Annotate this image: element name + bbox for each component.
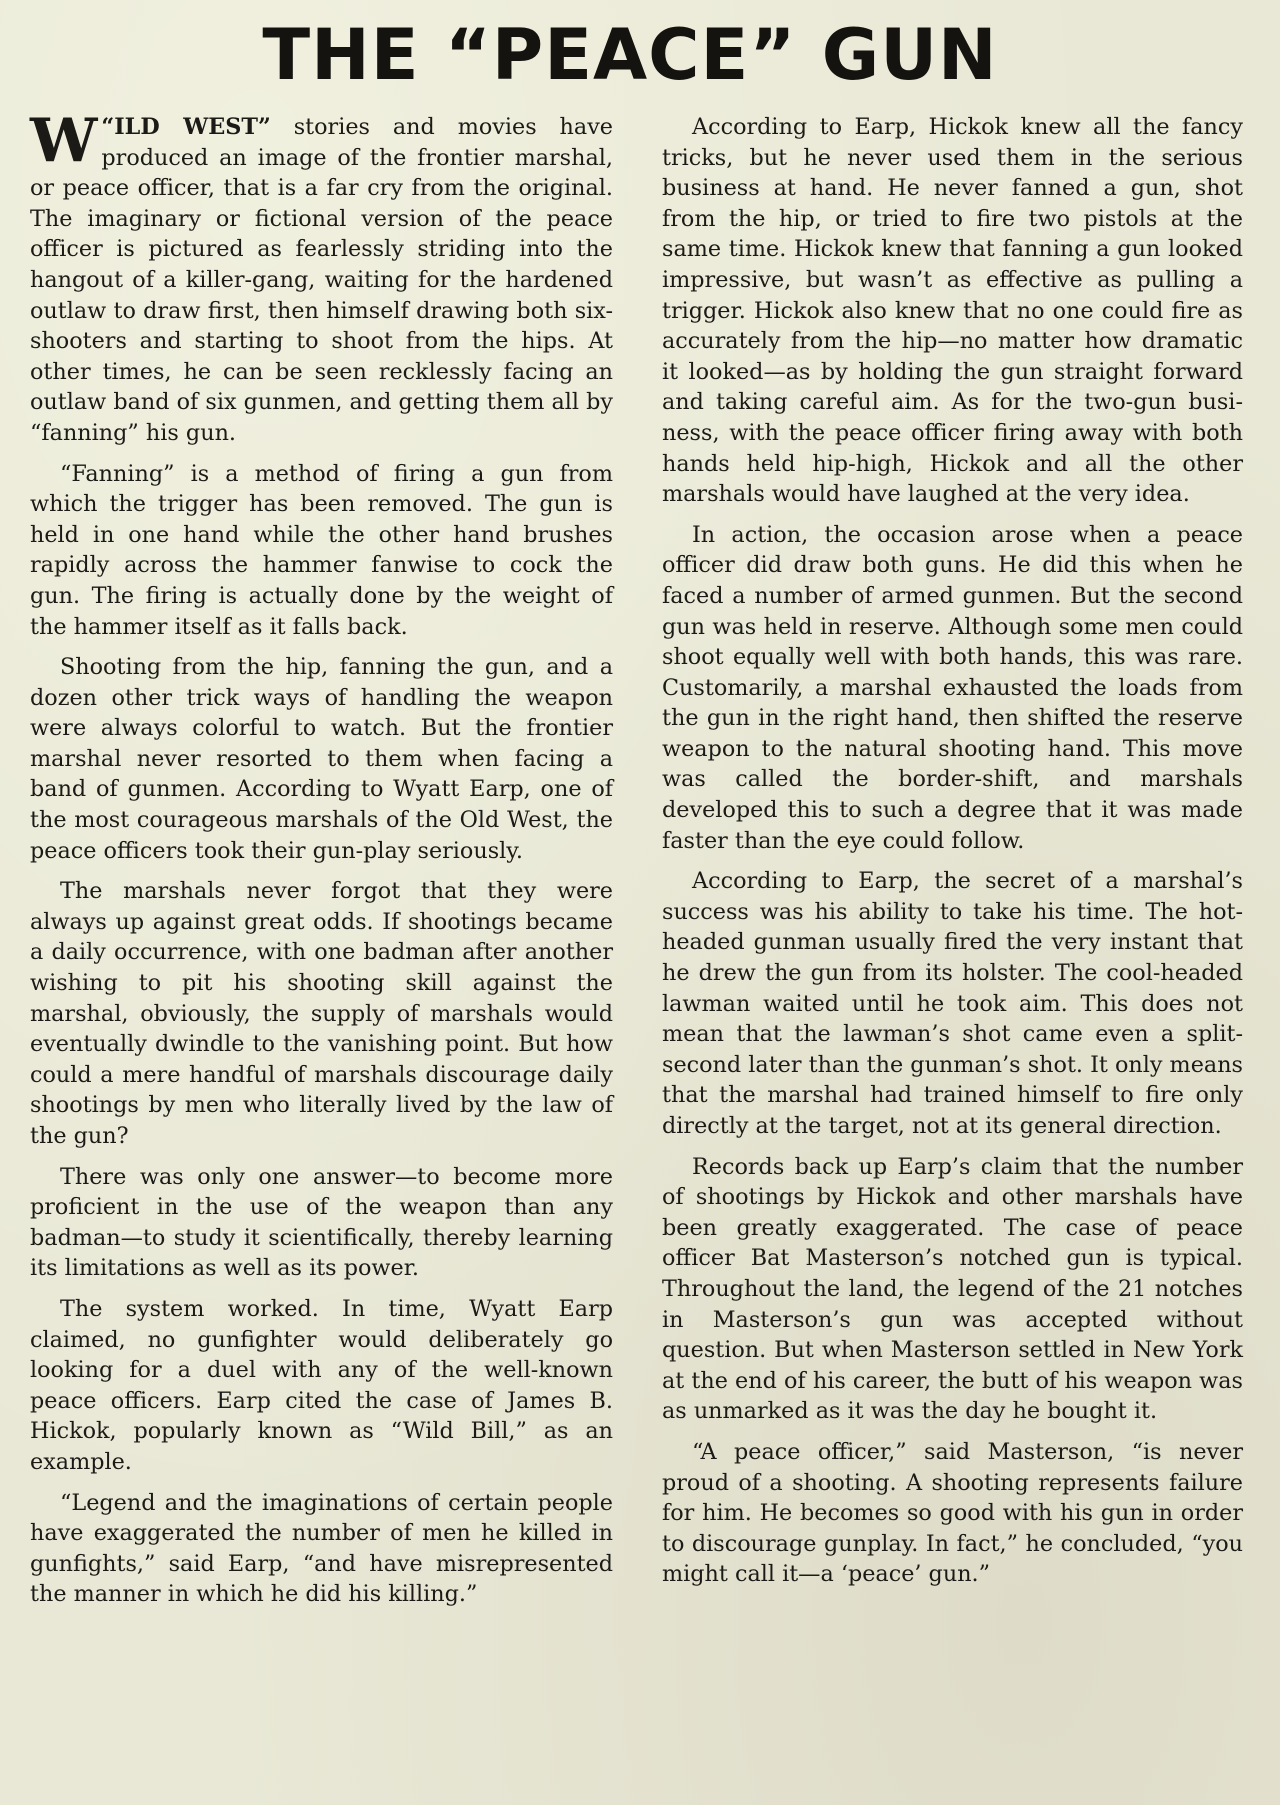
paragraph: Shooting from the hip, fanning the gun, and a dozen other trick ways of handling the weapon were always colorful to watch. But the frontier marshal never resorted to them when facing a band of gunmen. According to Wyatt Earp, one of the most courageous marshals of the Old West, the peace officers took their gun-play seriously. — [30, 654, 613, 864]
paragraph: “Fanning” is a method of firing a gun from which the trigger has been removed. The gun is held in one hand while the other hand brushes rapidly across the hammer fanwise to cock the gun. The firing is actually done by the weight of the hammer itself as it falls back. — [30, 460, 613, 640]
paragraph: “Legend and the imaginations of certain people have exaggerated the number of men he killed in gunfights,” said Earp, “and have misrepresented the manner in which he did his killing.” — [30, 1489, 613, 1608]
paragraph: “A peace officer,” said Masterson, “is never proud of a shooting. A shooting represents failure for him. He becomes so good with his gun in order to discourage gunplay. In fact,” he concluded, “you might call it—a ‘peace’ gun.” — [662, 1438, 1243, 1588]
paragraph: Records back up Earp’s claim that the number of shootings by Hickok and other marshals have been greatly exaggerated. The case of peace officer Bat Masterson’s notched gun is typical. Throughout the land, the legend of the 21 notches in Masterson’s gun was accepted without question. But when Masterson settled in New York at the end of his career, the butt of his weapon was as unmarked as it was the day he bought it. — [662, 1153, 1243, 1425]
paragraph: The system worked. In time, Wyatt Earp claimed, no gunfighter would deliberately go looking for a duel with any of the well-known peace officers. Earp cited the case of James B. Hickok, popularly known as “Wild Bill,” as an example. — [30, 1295, 613, 1475]
lead-text: stories and movies have produced an image of the frontier marshal, or peace officer, that is a far cry from the original. The imaginary or fictional version of the peace officer is pictured as fearlessly striding into the hangout of a killer-gang, waiting for the hardened outlaw to draw first, then himself drawing both six-shooters and starting to shoot from the hips. At other times, he can be seen recklessly facing an outlaw band of six gunmen, and getting them all by “fanning” his gun. — [30, 114, 614, 446]
left-column — [30, 106, 614, 1620]
paragraph: There was only one answer—to become more proficient in the use of the weapon than any badman—to study it scientifically, thereby learning its limitations as well as its power. — [30, 1163, 613, 1282]
paragraph: In action, the occasion arose when a peace officer did draw both guns. He did this when he faced a number of armed gunmen. But the second gun was held in reserve. Although some men could shoot equally well with both hands, this was rare. Customarily, a marshal exhausted the loads from the gun in the right hand, then shifted the reserve weapon to the natural shooting hand. This move was called the border-shift, and marshals developed this to such a degree that it was made faster than the eye could follow. — [662, 521, 1243, 854]
lead-words: ILD WEST” — [114, 114, 271, 140]
paragraph: The marshals never forgot that they were always up against great odds. If shootings became a daily occurrence, with one badman after another wishing to pit his shooting skill against the marshal, obviously, the supply of marshals would eventually dwindle to the vanishing point. But how could a mere handful of marshals discourage daily shootings by men who literally lived by the law of the gun? — [30, 878, 613, 1149]
paragraph: According to Earp, Hickok knew all the fancy tricks, but he never used them in the serious business at hand. He never fanned a gun, shot from the hip, or tried to fire two pistols at the same time. Hickok knew that fanning a gun looked impressive, but wasn’t as effective as pulling a trigger. Hickok also knew that no one could fire as accurately from the hip—no matter how dramatic it looked—as by holding the gun straight forward and taking careful aim. As for the two-gun business, with the peace officer firing away with both hands held hip-high, Hickok and all the other marshals would have laughed at the very idea. — [662, 114, 1243, 508]
lead-open-quote: “ — [101, 114, 115, 140]
page-title: THE “PEACE” GUN — [262, 14, 998, 96]
right-column — [662, 112, 1243, 1600]
drop-cap: W — [30, 106, 98, 176]
lead-paragraph — [30, 106, 614, 449]
paragraph: According to Earp, the secret of a marshal’s success was his ability to take his time. The hot-headed gunman usually fired the very instant that he drew the gun from its holster. The cool-headed lawman waited until he took aim. This does not mean that the lawman’s shot came even a split-second later than the gunman’s shot. It only means that the marshal had trained himself to fire only directly at the target, not at its general direction. — [662, 868, 1243, 1139]
